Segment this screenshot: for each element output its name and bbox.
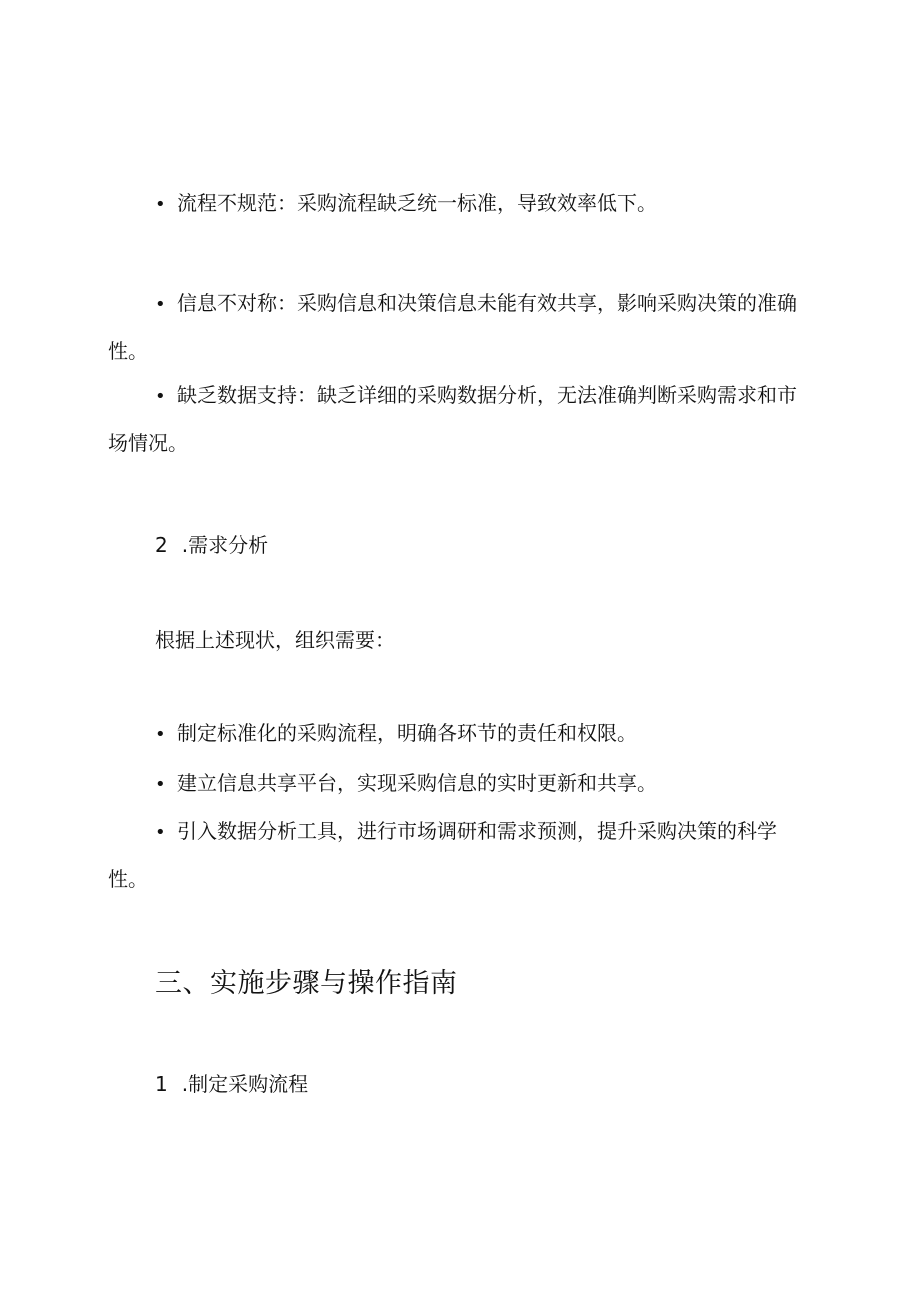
needs-bullet-2-text: 建立信息共享平台，实现采购信息的实时更新和共享。	[177, 771, 657, 795]
bullet-mark: •	[155, 386, 166, 407]
subheading-text: .制定采购流程	[181, 1072, 309, 1096]
subheading-number: 2	[155, 533, 168, 557]
status-bullet-3	[108, 372, 808, 466]
section-heading: 三、实施步骤与操作指南	[155, 968, 458, 999]
needs-bullet-3	[108, 808, 808, 902]
needs-bullet-2	[108, 760, 808, 808]
bullet-mark: •	[155, 194, 166, 215]
status-bullet-2	[108, 280, 808, 374]
status-bullet-1	[108, 180, 808, 228]
status-bullet-3-text: 缺乏数据支持：缺乏详细的采购数据分析，无法准确判断采购需求和市场情况。	[108, 383, 797, 455]
bullet-mark: •	[155, 774, 166, 795]
needs-bullet-3-text: 引入数据分析工具，进行市场调研和需求预测，提升采购决策的科学性。	[108, 819, 777, 891]
intro-text: 根据上述现状，组织需要：	[155, 628, 395, 652]
bullet-mark: •	[155, 822, 166, 843]
needs-bullet-1	[108, 710, 808, 758]
subheading-define-process	[155, 1069, 308, 1099]
intro-paragraph	[108, 617, 808, 663]
subheading-demand-analysis	[155, 530, 268, 560]
bullet-mark: •	[155, 294, 166, 315]
subheading-number: 1	[155, 1072, 168, 1096]
status-bullet-2-text: 信息不对称：采购信息和决策信息未能有效共享，影响采购决策的准确性。	[108, 291, 797, 363]
subheading-text: .需求分析	[181, 533, 269, 557]
status-bullet-1-text: 流程不规范：采购流程缺乏统一标准，导致效率低下。	[177, 191, 657, 215]
needs-bullet-1-text: 制定标准化的采购流程，明确各环节的责任和权限。	[177, 721, 637, 745]
bullet-mark: •	[155, 724, 166, 745]
